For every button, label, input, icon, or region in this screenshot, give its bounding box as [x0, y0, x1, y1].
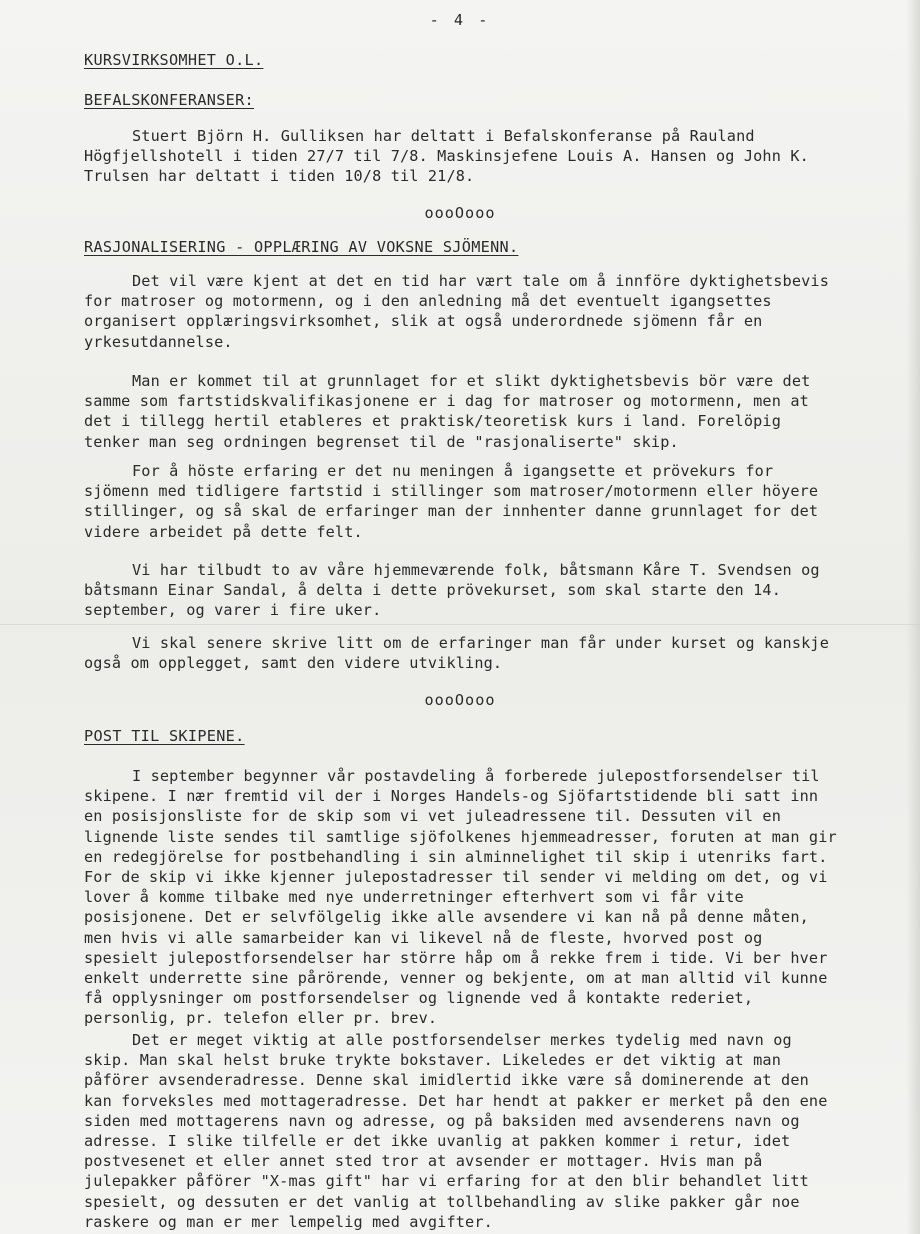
paragraph-rationalization-1: Det vil være kjent at det en tid har vært tale om å innföre dyktighetsbevis for matroser og motormenn, og i den anledning må det eventuelt igangsettes organisert opplæringsvirksomhet, slik at også underordnede sjömenn får en yrkesutdannelse.: [84, 272, 830, 351]
paragraph-conference: Stuert Björn H. Gulliksen har deltatt i Befalskonferanse på Rauland Högfjellshotell i tiden 27/7 til 7/8. Maskinsjefene Louis A. Hansen og John K. Trulsen har deltatt i tiden 10/8 til 21/8.: [84, 127, 809, 186]
page-edge-shadow: [906, 0, 920, 1234]
separator-2: oooOooo: [424, 691, 496, 709]
paper-fold-line: [0, 624, 920, 626]
heading-rationalization: RASJONALISERING - OPPLÆRING AV VOKSNE SJÖMENN.: [84, 238, 519, 256]
paragraph-mail-2: Det er meget viktig at alle postforsendelser merkes tydelig med navn og skip. Man skal helst bruke trykte bokstaver. Likeledes er det viktig at man påförer avsenderadresse. Denne skal imidlertid ikke være så dominerende at den kan forveksles med mottageradresse. Det har hendt at pakker er merket på den ene siden med mottagerens navn og adresse, og på baksiden med avsenderens navn og adresse. I slike tilfelle er det ikke uvanlig at pakken kommer i retur, idet postvesenet et eller annet sted tror at avsender er mottager. Hvis man på julepakker påförer "X-mas gift" har vi erfaring for at den blir behandlet litt spesielt, og dessuten er det vanlig at tollbehandling av slike pakker går noe raskere og man er mer lempelig med avgifter.: [84, 1031, 828, 1231]
paragraph-rationalization-4: Vi har tilbudt to av våre hjemmeværende folk, båtsmann Kåre T. Svendsen og båtsmann Einar Sandal, å delta i dette prövekurset, som skal starte den 14. september, og varer i fire uker.: [84, 561, 820, 620]
paragraph-mail-1: I september begynner vår postavdeling å forberede julepostforsendelser til skipene. I nær fremtid vil der i Norges Handels-og Sjöfartstidende bli satt inn en posisjonsliste for de skip som vi vet juleadressene til. Dessuten vil en lignende liste sendes til samtlige sjöfolkenes hjemmeadresser, foruten at man gir en redegjörelse for postbehandling i sin alminnelighet til skip i utenriks fart. For de skip vi ikke kjenner julepostadresser til sender vi melding om det, og vi lover å komme tilbake med nye underretninger efterhvert som vi får vite posisjonene. Det er selvfölgelig ikke alle avsendere vi kan nå på denne måten, men hvis vi alle samarbeider kan vi likevel nå de fleste, hvorved post og spesielt julepostforsendelser har större håp om å rekke frem i tide. Vi ber hver enkelt underrette sine pårörende, venner og bekjente, om at man alltid vil kunne få opplysninger om postforsendelser og lignende ved å kontakte rederiet, personlig, pr. telefon eller pr. brev.: [84, 767, 837, 1028]
heading-officer-conferences: BEFALSKONFERANSER:: [84, 91, 254, 109]
paragraph-rationalization-2: Man er kommet til at grunnlaget for et slikt dyktighetsbevis bör være det samme som fartstidskvalifikasjonene er i dag for matroser og motormenn, men at det i tillegg hertil etableres et praktisk/teoretisk kurs i land. Forelöpig tenker man seg ordningen begrenset til de "rasjonaliserte" skip.: [84, 372, 811, 451]
heading-mail-to-ships: POST TIL SKIPENE.: [84, 727, 245, 745]
paragraph-rationalization-5: Vi skal senere skrive litt om de erfaringer man får under kurset og kanskje også om opplegget, samt den videre utvikling.: [84, 634, 830, 673]
paragraph-rationalization-3: For å höste erfaring er det nu meningen å igangsette et prövekurs for sjömenn med tidligere fartstid i stillinger som matroser/motormenn eller höyere stillinger, og så skal de erfaringer man der innhenter danne grunnlaget for det videre arbeidet på dette felt.: [84, 462, 819, 541]
page-number: - 4 -: [429, 11, 491, 29]
heading-course-activity: KURSVIRKSOMHET O.L.: [84, 51, 264, 69]
separator-1: oooOooo: [424, 204, 496, 222]
